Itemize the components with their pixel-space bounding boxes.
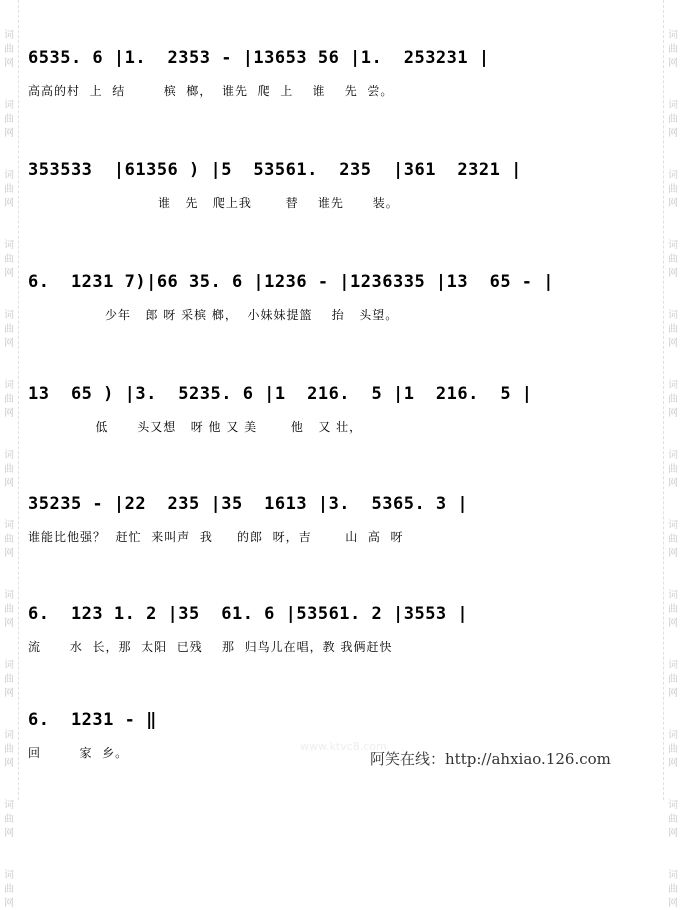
watermark-char: 词 [668, 170, 678, 181]
watermark-char: 网 [4, 688, 14, 699]
watermark-char: 网 [4, 548, 14, 559]
site-footer: 阿笑在线：http://ahxiao.126.com [370, 750, 611, 768]
notes-line: 13 65 ) |3. 5235. 6 |1 216. 5 |1 216. 5 | [28, 384, 533, 404]
watermark-char: 曲 [668, 394, 678, 405]
lyrics-line: 低 头又想 呀 他 又 美 他 又 壮， [28, 420, 363, 434]
watermark-char: 网 [668, 758, 678, 769]
watermark-char: 网 [668, 268, 678, 279]
left-watermark-strip [0, 0, 19, 909]
watermark-char: 网 [668, 548, 678, 559]
watermark-char: 曲 [668, 534, 678, 545]
watermark-char: 词 [668, 30, 678, 41]
watermark-char: 词 [4, 170, 14, 181]
watermark-char: 词 [668, 310, 678, 321]
lyrics-line: 回 家 乡。 [28, 746, 129, 760]
watermark-char: 词 [4, 310, 14, 321]
watermark-char: 词 [668, 870, 678, 881]
watermark-char: 词 [668, 240, 678, 251]
watermark-char: 曲 [668, 324, 678, 335]
watermark-char: 曲 [668, 884, 678, 895]
faint-watermark: www.ktvc8.com [300, 740, 387, 753]
notes-line: 6. 1231 - ‖ [28, 710, 157, 730]
watermark-char: 网 [668, 828, 678, 839]
watermark-char: 曲 [4, 464, 14, 475]
notes-line: 6. 123 1. 2 |35 61. 6 |53561. 2 |3553 | [28, 604, 469, 624]
watermark-char: 曲 [668, 44, 678, 55]
watermark-char: 网 [668, 618, 678, 629]
watermark-char: 网 [4, 338, 14, 349]
watermark-char: 网 [668, 338, 678, 349]
lyrics-line: 谁 先 爬上我 替 谁先 装。 [28, 196, 399, 210]
watermark-char: 曲 [4, 884, 14, 895]
watermark-char: 网 [668, 408, 678, 419]
watermark-char: 曲 [4, 324, 14, 335]
watermark-char: 词 [668, 590, 678, 601]
watermark-char: 曲 [668, 814, 678, 825]
watermark-char: 曲 [668, 184, 678, 195]
watermark-char: 曲 [668, 744, 678, 755]
watermark-char: 词 [4, 30, 14, 41]
watermark-char: 词 [668, 100, 678, 111]
watermark-char: 曲 [668, 674, 678, 685]
watermark-char: 曲 [4, 534, 14, 545]
watermark-char: 网 [4, 198, 14, 209]
watermark-char: 曲 [4, 254, 14, 265]
watermark-char: 曲 [668, 254, 678, 265]
right-watermark-strip [663, 0, 682, 909]
watermark-char: 网 [4, 408, 14, 419]
watermark-char: 网 [668, 898, 678, 909]
watermark-char: 词 [4, 520, 14, 531]
lyrics-line: 流 水 长，那 太阳 已残 那 归鸟儿在唱，教 我俩赶快 [28, 640, 393, 654]
notes-line: 353533 |61356 ) |5 53561. 235 |361 2321 | [28, 160, 522, 180]
watermark-char: 曲 [668, 114, 678, 125]
watermark-char: 曲 [4, 744, 14, 755]
lyrics-line: 少年 郎 呀 采槟 榔， 小妹妹提篮 抬 头望。 [28, 308, 399, 322]
watermark-char: 网 [668, 688, 678, 699]
watermark-char: 词 [668, 730, 678, 741]
watermark-char: 词 [4, 240, 14, 251]
watermark-char: 词 [4, 590, 14, 601]
watermark-char: 曲 [668, 604, 678, 615]
watermark-char: 词 [4, 730, 14, 741]
watermark-char: 词 [4, 800, 14, 811]
watermark-char: 曲 [4, 114, 14, 125]
lyrics-line: 谁能比他强？ 赶忙 来叫声 我 的郎 呀，吉 山 高 呀 [28, 530, 404, 544]
notes-line: 6535. 6 |1. 2353 - |13653 56 |1. 253231 | [28, 48, 490, 68]
watermark-char: 曲 [4, 674, 14, 685]
notes-line: 6. 1231 7)|66 35. 6 |1236 - |1236335 |13 65 - | [28, 272, 555, 292]
watermark-char: 网 [4, 268, 14, 279]
watermark-char: 网 [4, 58, 14, 69]
watermark-char: 网 [4, 478, 14, 489]
watermark-char: 曲 [668, 464, 678, 475]
watermark-char: 曲 [4, 604, 14, 615]
watermark-char: 词 [668, 660, 678, 671]
watermark-char: 网 [4, 128, 14, 139]
watermark-char: 网 [4, 618, 14, 629]
watermark-char: 网 [668, 478, 678, 489]
watermark-char: 网 [668, 58, 678, 69]
watermark-char: 网 [4, 758, 14, 769]
watermark-char: 词 [4, 870, 14, 881]
watermark-char: 曲 [4, 394, 14, 405]
watermark-char: 词 [4, 380, 14, 391]
watermark-char: 曲 [4, 44, 14, 55]
watermark-char: 曲 [4, 814, 14, 825]
watermark-char: 网 [4, 828, 14, 839]
watermark-char: 词 [4, 450, 14, 461]
watermark-char: 词 [4, 100, 14, 111]
watermark-char: 词 [668, 520, 678, 531]
watermark-char: 词 [668, 450, 678, 461]
watermark-char: 网 [668, 128, 678, 139]
lyrics-line: 高高的村 上 结 槟 榔， 谁先 爬 上 谁 先 尝。 [28, 84, 394, 98]
watermark-char: 词 [668, 800, 678, 811]
notes-line: 35235 - |22 235 |35 1613 |3. 5365. 3 | [28, 494, 469, 514]
watermark-char: 网 [4, 898, 14, 909]
watermark-char: 词 [668, 380, 678, 391]
watermark-char: 曲 [4, 184, 14, 195]
watermark-char: 网 [668, 198, 678, 209]
watermark-char: 词 [4, 660, 14, 671]
